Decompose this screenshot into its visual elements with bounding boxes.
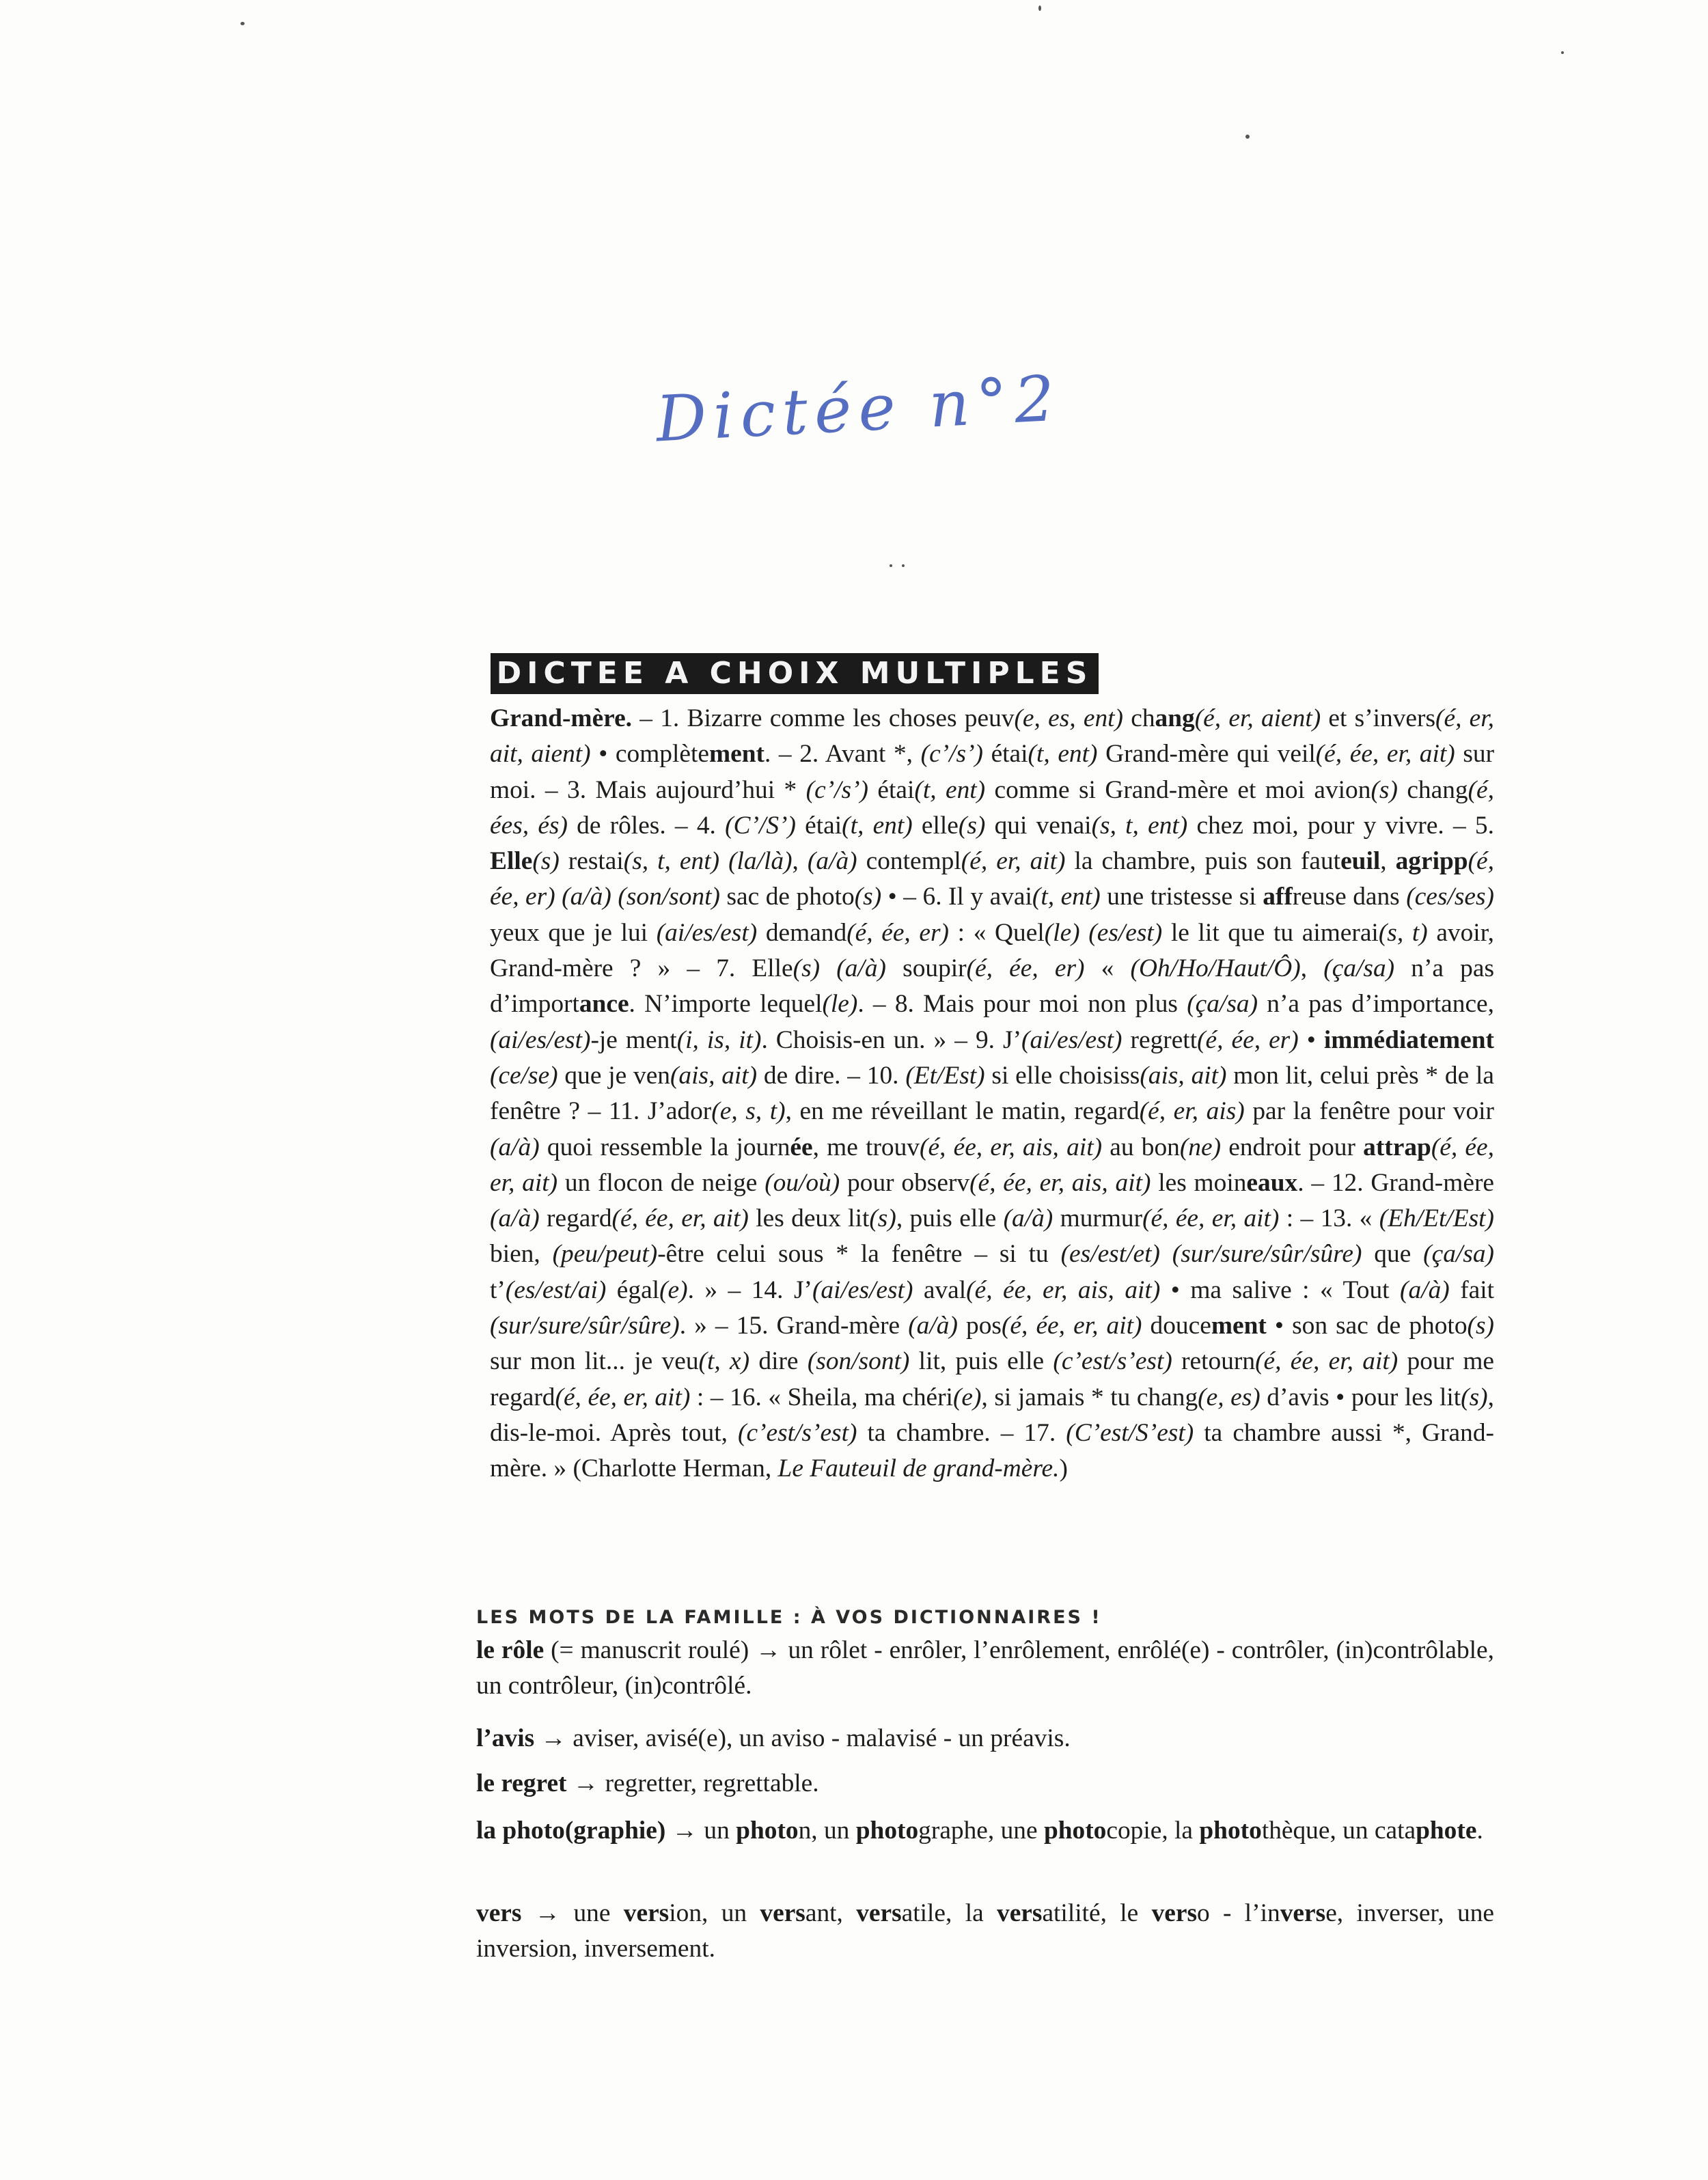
family-heading: LES MOTS DE LA FAMILLE : À VOS DICTIONNAIRES ! xyxy=(476,1607,1102,1628)
scan-speck xyxy=(1038,5,1041,11)
dictation-text: Grand-mère. – 1. Bizarre comme les choses peuv(e, es, ent) chang(é, er, aient) et s’invers(é, er, ait, aient) • complètement. – 2. Avant *, (c’/s’) étai(t, ent) Grand-mère qui veil(é, ée, er, ait) sur moi. – 3. Mais aujourd’hui * (c’/s’) étai(t, ent) comme si Grand-mère et moi avion(s) chang(é, ées, és) de rôles. – 4. (C’/S’) étai(t, ent) elle(s) qui venai(s, t, ent) chez moi, pour y vivre. – 5. Elle(s) restai(s, t, ent) (la/là), (a/à) contempl(é, er, ait) la chambre, puis son fauteuil, agripp(é, ée, er) (a/à) (son/sont) sac de photo(s) • – 6. Il y avai(t, ent) une tristesse si affreuse dans (ces/ses) yeux que je lui (ai/es/est) demand(é, ée, er) : « Quel(le) (es/est) le lit que tu aimerai(s, t) avoir, Grand-mère ? » – 7. Elle(s) (a/à) soupir(é, ée, er) « (Oh/Ho/Haut/Ô), (ça/sa) n’a pas d’importance. N’importe lequel(le). – 8. Mais pour moi non plus (ça/sa) n’a pas d’importance, (ai/es/est)-je ment(i, is, it). Choisis-en un. » – 9. J’(ai/es/est) regrett(é, ée, er) • immédiatement (ce/se) que je ven(ais, ait) de dire. – 10. (Et/Est) si elle choisiss(ais, ait) mon lit, celui près * de la fenêtre ? – 11. J’ador(e, s, t), en me réveillant le matin, regard(é, er, ais) par la fenêtre pour voir (a/à) quoi ressemble la journée, me trouv(é, ée, er, ais, ait) au bon(ne) endroit pour attrap(é, ée, er, ait) un flocon de neige (ou/où) pour observ(é, ée, er, ais, ait) les moineaux. – 12. Grand-mère (a/à) regard(é, ée, er, ait) les deux lit(s), puis elle (a/à) murmur(é, ée, er, ait) : – 13. « (Eh/Et/Est) bien, (peu/peut)-être celui sous * la fenêtre – si tu (es/est/et) (sur/sure/sûr/sûre) que (ça/sa) t’(es/est/ai) égal(e). » – 14. J’(ai/es/est) aval(é, ée, er, ais, ait) • ma salive : « Tout (a/à) fait (sur/sure/sûr/sûre). » – 15. Grand-mère (a/à) pos(é, ée, er, ait) doucement • son sac de photo(s) sur mon lit... je veu(t, x) dire (son/sont) lit, puis elle (c’est/s’est) retourn(é, ée, er, ait) pour me regard(é, ée, er, ait) : – 16. « Sheila, ma chéri(e), si jamais * tu chang(e, es) d’avis • pour les lit(s), dis-le-moi. Après tout, (c’est/s’est) ta chambre. – 17. (C’est/S’est) ta chambre aussi *, Grand-mère. » (Charlotte Herman, Le Fauteuil de grand-mère.) xyxy=(490,704,1495,1483)
family-entry-vers: vers → une version, un versant, versatile, la versatilité, le verso - l’inverse, inverser, une inversion, inversement. xyxy=(476,1899,1495,1963)
scan-speck xyxy=(1245,135,1250,139)
handwritten-title: Dictée n°2 xyxy=(654,361,1064,456)
family-entry-role: le rôle (= manuscrit roulé) → un rôlet - enrôler, l’enrôlement, enrôlé(e) - contrôler, (in)contrôlable, un contrôleur, (in)contrôlé. xyxy=(476,1636,1494,1700)
scan-speck xyxy=(902,564,905,567)
section-banner: DICTEE A CHOIX MULTIPLES xyxy=(491,653,1099,694)
scan-speck xyxy=(1561,51,1564,54)
family-entry-avis: l’avis → aviser, avisé(e), un aviso - malavisé - un préavis. xyxy=(476,1724,1071,1752)
scan-speck xyxy=(240,22,245,25)
family-entry-regret: le regret → regretter, regrettable. xyxy=(476,1769,819,1797)
scan-speck xyxy=(890,564,892,567)
family-entry-photo: la photo(graphie) → un photon, un photographe, une photocopie, la photothèque, un cataphote. xyxy=(476,1817,1483,1845)
